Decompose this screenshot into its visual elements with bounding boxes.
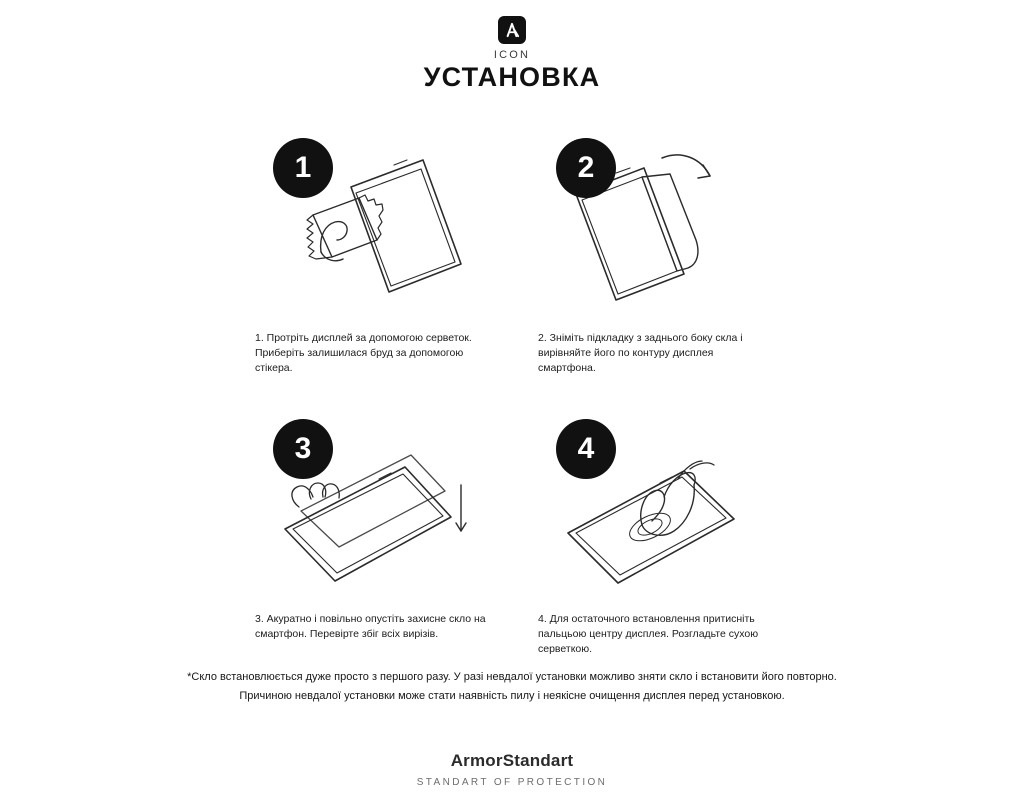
phone-wipe-cloth-illustration bbox=[255, 132, 487, 317]
armorstandart-a-icon bbox=[498, 16, 526, 44]
phone-lower-glass-illustration bbox=[255, 413, 487, 598]
footnote-text: *Скло встановлюється дуже просто з першого разу. У разі невдалої установки можливо зняти скло і встановити його повторно. Причиною невдалої установки може стати наявність пилу і неякісне очищення дисплея перед установкою. bbox=[187, 671, 837, 702]
step-badge-3: 3 bbox=[273, 419, 333, 479]
step-badge-4: 4 bbox=[556, 419, 616, 479]
step-4 bbox=[538, 413, 770, 658]
step-2 bbox=[538, 132, 770, 377]
step-caption-1: 1. Протріть дисплей за допомогою серветок. Приберіть залишилася бруд за допомогою стікера. bbox=[255, 332, 472, 375]
step-1 bbox=[255, 132, 487, 377]
steps-grid bbox=[255, 132, 770, 657]
brand-name: ICON bbox=[493, 49, 531, 61]
footer-tagline: STANDART OF PROTECTION bbox=[416, 777, 608, 788]
page-title: УСТАНОВКА bbox=[423, 62, 601, 92]
footer-logo: ArmorStandart bbox=[450, 751, 574, 770]
step-3 bbox=[255, 413, 487, 658]
phone-peel-backing-film-illustration bbox=[538, 132, 770, 317]
step-caption-3: 3. Акуратно і повільно опустіть захисне скло на смартфон. Перевірте збіг всіх вирізів. bbox=[255, 612, 486, 640]
phone-press-center-finger-illustration bbox=[538, 413, 770, 598]
brand-header bbox=[0, 16, 1024, 61]
step-caption-4: 4. Для остаточного встановлення притисніть пальцьою центру дисплея. Розгладьте сухою серветкою. bbox=[538, 612, 759, 656]
step-caption-2: 2. Зніміть підкладку з заднього боку скла і вирівняйте його по контуру дисплея смартфона. bbox=[538, 332, 743, 375]
step-badge-1: 1 bbox=[273, 138, 333, 198]
step-badge-2: 2 bbox=[556, 138, 616, 198]
footer bbox=[0, 751, 1024, 788]
